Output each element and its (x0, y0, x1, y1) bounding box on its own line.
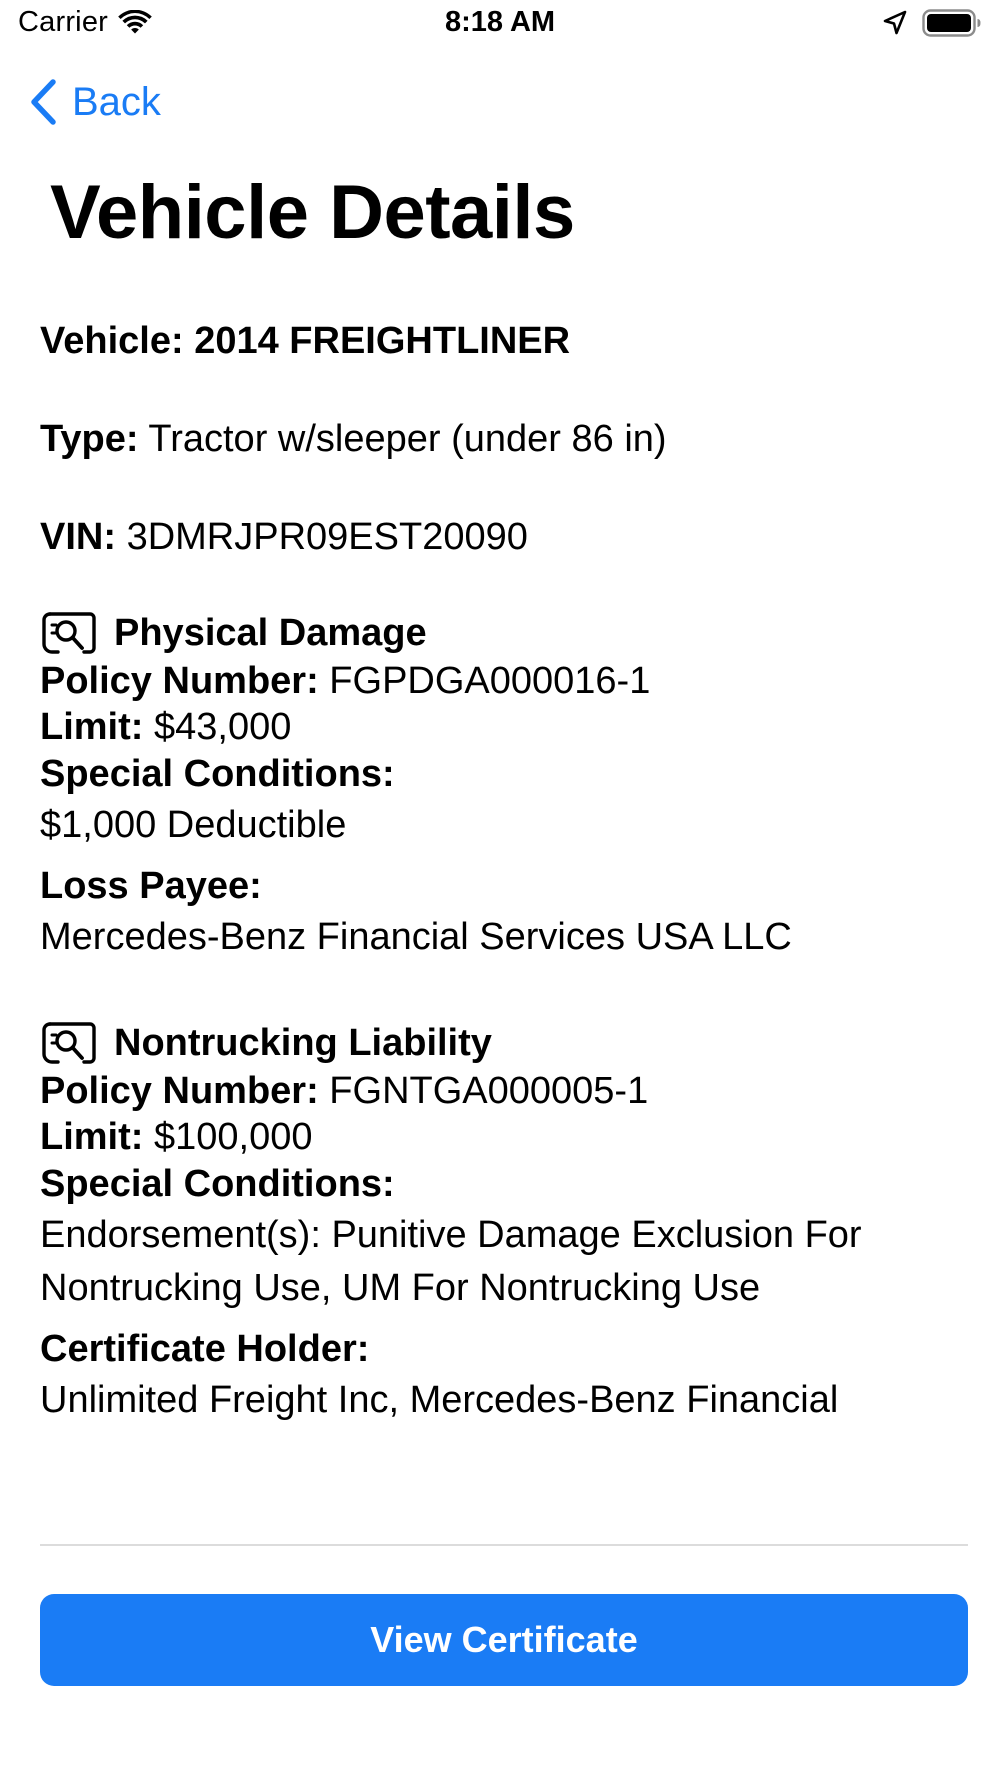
policy-number-row (40, 1068, 960, 1114)
limit-row (40, 1114, 960, 1160)
coverage-nontrucking-liability (40, 1018, 960, 1427)
coverage-header (40, 608, 960, 658)
status-bar (0, 0, 1000, 52)
vin-row (40, 514, 960, 560)
document-search-icon (40, 611, 96, 655)
vehicle-value: 2014 FREIGHTLINER (194, 320, 571, 362)
document-search-icon (40, 1021, 96, 1065)
vehicle-row (40, 318, 960, 364)
loss-payee-label: Loss Payee: (40, 865, 262, 907)
location-arrow-icon (882, 10, 908, 36)
policy-number-label: Policy Number: (40, 660, 319, 702)
view-certificate-button[interactable]: View Certificate (40, 1594, 968, 1686)
status-right-group (882, 9, 982, 37)
page-title: Vehicle Details (50, 170, 575, 255)
type-label: Type: (40, 418, 139, 460)
coverage-title: Physical Damage (114, 612, 427, 654)
special-conditions-label: Special Conditions: (40, 753, 395, 795)
loss-payee-value: Mercedes-Benz Financial Services USA LLC (40, 916, 792, 958)
coverage-physical-damage (40, 608, 960, 964)
back-label: Back (72, 79, 161, 124)
battery-icon (922, 9, 982, 37)
special-conditions-value: Endorsement(s): Punitive Damage Exclusion For Nontrucking Use, UM For Nontrucking Use (40, 1214, 862, 1309)
vin-label: VIN: (40, 516, 116, 558)
certificate-holder-value: Unlimited Freight Inc, Mercedes-Benz Financial (40, 1379, 839, 1421)
status-time: 8:18 AM (444, 6, 556, 38)
coverage-title: Nontrucking Liability (114, 1022, 492, 1064)
vin-value: 3DMRJPR09EST20090 (126, 516, 528, 558)
type-value: Tractor w/sleeper (under 86 in) (148, 418, 667, 460)
limit-value: $43,000 (154, 706, 292, 748)
limit-value: $100,000 (154, 1116, 313, 1158)
coverage-header (40, 1018, 960, 1068)
type-row (40, 416, 960, 462)
policy-number-value: FGPDGA000016-1 (329, 660, 651, 702)
limit-label: Limit: (40, 1116, 144, 1158)
limit-row (40, 704, 960, 750)
special-conditions-value: $1,000 Deductible (40, 804, 347, 846)
policy-number-value: FGNTGA000005-1 (329, 1070, 649, 1112)
certificate-holder-label: Certificate Holder: (40, 1328, 370, 1370)
divider (40, 1544, 968, 1546)
vehicle-details-content (40, 318, 960, 1427)
carrier-label: Carrier (18, 6, 109, 38)
vehicle-label: Vehicle: (40, 320, 184, 362)
back-button[interactable] (28, 74, 161, 130)
policy-number-row (40, 658, 960, 704)
policy-number-label: Policy Number: (40, 1070, 319, 1112)
limit-label: Limit: (40, 706, 144, 748)
chevron-left-icon (28, 78, 58, 126)
special-conditions-label: Special Conditions: (40, 1163, 395, 1205)
